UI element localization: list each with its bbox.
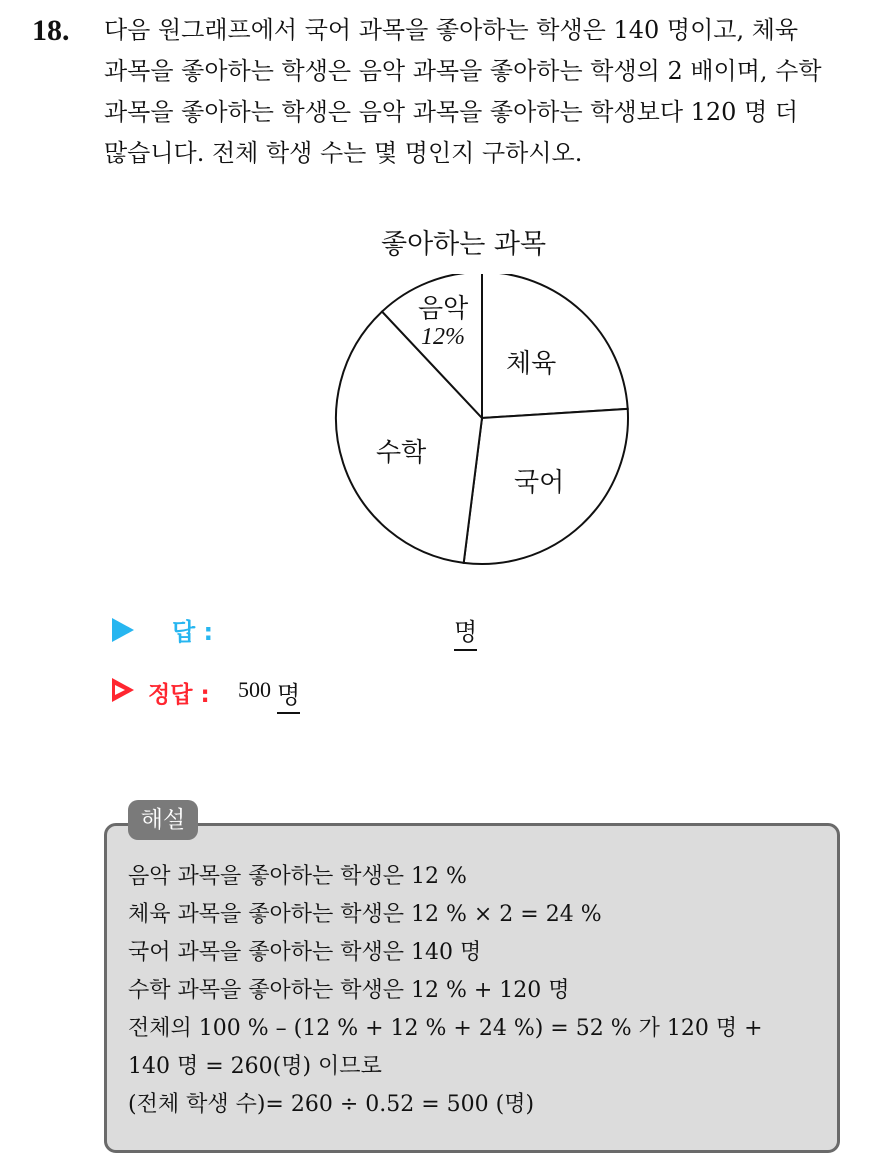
answer-label: 답 : bbox=[172, 618, 214, 646]
explanation-line: 국어 과목을 좋아하는 학생은 140 명 bbox=[128, 940, 482, 965]
question-line: 다음 원그래프에서 국어 과목을 좋아하는 학생은 140 명이고, 체육 bbox=[104, 16, 799, 44]
question-text bbox=[104, 10, 864, 174]
explanation-line: 140 명 = 260(명) 이므로 bbox=[128, 1054, 382, 1079]
explanation-line: 전체의 100 % – (12 % + 12 % + 24 %) = 52 % 가 120 명 + bbox=[128, 1016, 763, 1041]
slice-label-math: 수학 bbox=[376, 438, 427, 468]
correct-arrow-icon-inner bbox=[115, 685, 125, 695]
correct-unit: 명 bbox=[277, 675, 300, 714]
slice-label-korean: 국어 bbox=[514, 468, 565, 498]
correct-value: 500 bbox=[238, 677, 271, 702]
question-line: 과목을 좋아하는 학생은 음악 과목을 좋아하는 학생보다 120 명 더 bbox=[104, 98, 799, 126]
pie-chart bbox=[320, 274, 644, 574]
slice-label-pe: 체육 bbox=[506, 349, 557, 379]
explanation-line: 수학 과목을 좋아하는 학생은 12 % + 120 명 bbox=[128, 978, 570, 1003]
slice-label-music: 음악 bbox=[418, 294, 469, 324]
explanation-line: (전체 학생 수)= 260 ÷ 0.52 = 500 (명) bbox=[128, 1092, 535, 1117]
answer-unit: 명 bbox=[454, 612, 477, 651]
explanation-line: 체육 과목을 좋아하는 학생은 12 % × 2 = 24 % bbox=[128, 902, 602, 927]
answer-arrow-icon bbox=[112, 618, 134, 642]
explanation-tab: 해설 bbox=[128, 800, 198, 840]
explanation-text bbox=[128, 858, 828, 1124]
question-line: 많습니다. 전체 학생 수는 몇 명인지 구하시오. bbox=[104, 139, 583, 167]
slice-value-music: 12% bbox=[421, 324, 465, 350]
question-line: 과목을 좋아하는 학생은 음악 과목을 좋아하는 학생의 2 배이며, 수학 bbox=[104, 57, 822, 85]
question-number: 18. bbox=[32, 14, 70, 47]
explanation-line: 음악 과목을 좋아하는 학생은 12 % bbox=[128, 864, 467, 889]
correct-label: 정답 : bbox=[148, 682, 210, 708]
chart-title: 좋아하는 과목 bbox=[381, 229, 547, 260]
